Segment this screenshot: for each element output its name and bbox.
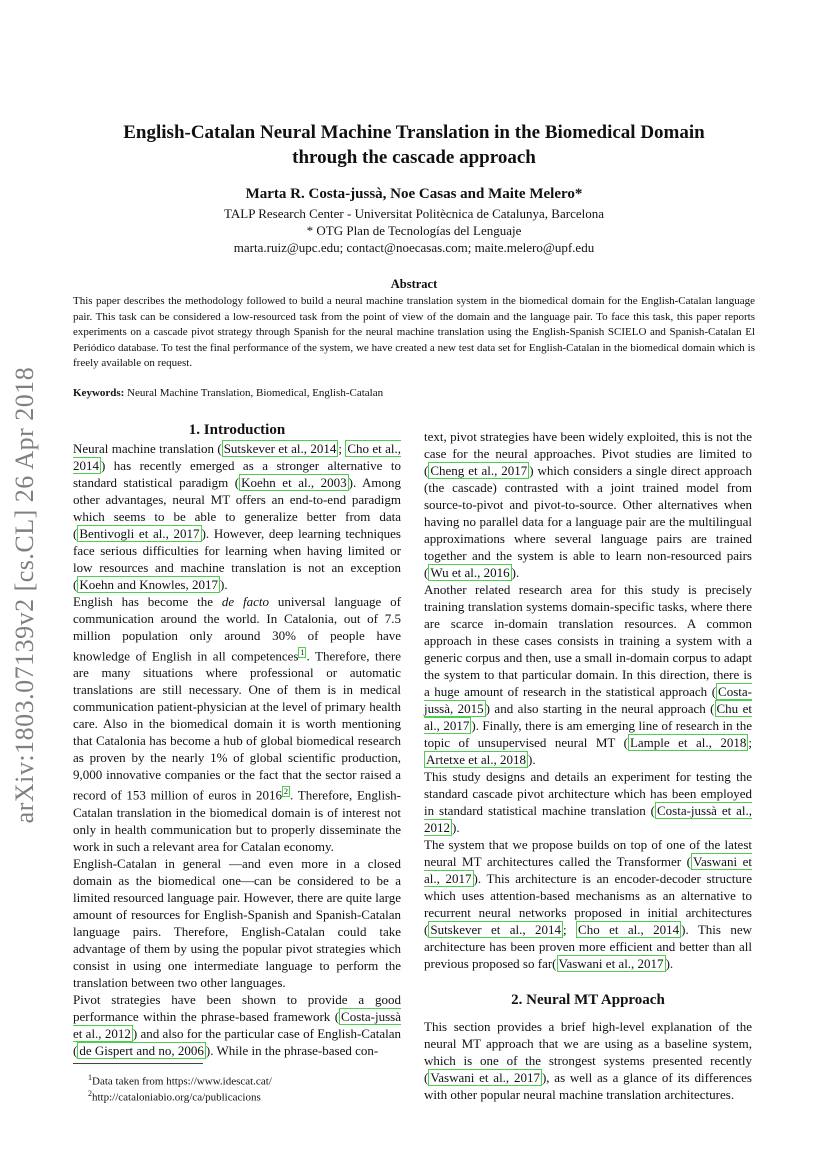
intro-paragraph-8: The system that we propose builds on top of one of the latest neural MT architectures called the Transformer ( Vaswani et al., 2017 ). This architecture is an encoder-decoder structure which uses attention-based mechanisms as an alternative to recurrent neural networks proposed in initial architectures ( Sutskever et al., 2014 ; Cho et al., 2014 ). This new architecture has been proven more efficient and better than all previous proposed so far( Vaswani et al., 2017 ). <box>424 837 752 971</box>
affiliation-2: * OTG Plan de Tecnologías del Lenguaje <box>306 223 522 238</box>
citation-link[interactable]: Cho et al., 2014 <box>73 441 401 473</box>
keywords-label: Keywords: <box>73 387 125 399</box>
footnote-2-text: http://cataloniabio.org/ca/publicacions <box>92 1091 261 1104</box>
intro-paragraph-5: text, pivot strategies have been widely exploited, this is not the case for the neural approaches. Pivot studies are limited to ( Cheng et al., 2017 ) which considers a single direct approach (the cascade) contrasted with a joint trained model from source-to-pivot and pivot-to-source. Other alternatives when having no parallel data for a language pair are the multilingual approximations where several language pairs are trained together and the system is able to learn non-resourced pairs ( Wu et al., 2016 ). <box>424 429 752 580</box>
citation-link[interactable]: Vaswani et al., 2017 <box>558 956 664 971</box>
right-column <box>424 428 752 1103</box>
citation-link[interactable]: Vaswani et al., 2017 <box>430 1070 540 1085</box>
intro-paragraph-3: English-Catalan in general —and even more in a closed domain as the biomedical one—can be considered to be a limited resourced language pair. However, there are quite large amount of resources for English-Spanish and Spanish-Catalan language pairs. Therefore, English-Catalan could take advantage of them by using the popular pivot strategies which consist in using one intermediate language to perform the translation between two other languages. <box>73 855 401 990</box>
citation-link[interactable]: Cho et al., 2014 <box>578 922 680 937</box>
section-2-heading: 2. Neural MT Approach <box>511 992 665 1008</box>
citation-link[interactable]: Costa-jussà et al., 2012 <box>73 1008 401 1041</box>
keywords <box>73 387 383 399</box>
intro-paragraph-7: This study designs and details an experiment for testing the standard cascade pivot architecture which has been employed in standard statistical machine translation ( Costa-jussà et al., 2012 ). <box>424 769 752 835</box>
citation-link[interactable]: Sutskever et al., 2014 <box>430 922 562 937</box>
footnote-rule <box>73 1063 203 1064</box>
abstract-body: This paper describes the methodology followed to build a neural machine translation system in the biomedical domain for the English-Catalan language pair. This task can be considered a low-resourced task from the point of view of the domain and the language pair. To face this task, this paper reports experiments on a cascade pivot strategy through Spanish for the neural machine translation using the English-Spanish SCIELO and Spanish-Catalan El Periódico database. To test the final performance of the system, we have created a new test data set for English-Catalan in the biomedical domain which is freely available on request. <box>73 295 755 370</box>
intro-paragraph-6: Another related research area for this study is precisely training translation systems domain-specific tasks, where there are scarce in-domain translation resources. A common approach in these cases consists in training a system with a generic corpus and then, use a small in-domain corpus to adapt the system to that particular domain. In this direction, there is a huge amount of research in the statistical approach ( Costa-jussà, 2015 ) and also starting in the neural approach ( Chu et al., 2017 ). Finally, there is am emerging line of research in the topic of unsupervised neural MT ( Lample et al., 2018 ; Artetxe et al., 2018 ). <box>424 582 753 767</box>
author-emails: marta.ruiz@upc.edu; contact@noecasas.com; maite.melero@upf.edu <box>233 240 595 255</box>
footnote-1-text: Data taken from https://www.idescat.cat/ <box>92 1075 272 1088</box>
keywords-text: Neural Machine Translation, Biomedical, English-Catalan <box>127 387 384 399</box>
citation-link[interactable]: de Gispert and no, 2006 <box>79 1042 204 1058</box>
citation-link[interactable]: Wu et al., 2016 <box>430 565 510 580</box>
citation-link[interactable]: Artetxe et al., 2018 <box>426 752 526 767</box>
intro-paragraph-1: Neural machine translation ( Sutskever et al., 2014 ; Cho et al., 2014 ) has recently emerged as a stronger alternative to standard statistical paradigm ( Koehn et al., 2003 ). Among other advantages, neural MT offers an end-to-end paradigm which seems to be able to generalize better from data ( Bentivogli et al., 2017 ). However, deep learning techniques face serious difficulties for learning when having limited or low resources and machine translation is not an exception ( Koehn and Knowles, 2017 ). <box>73 441 401 592</box>
authors: Marta R. Costa-jussà, Noe Casas and Maite Melero* <box>245 186 583 202</box>
left-column <box>73 420 401 1059</box>
section-1-heading: 1. Introduction <box>188 422 286 438</box>
citation-link[interactable]: Costa-jussà et al., 2012 <box>424 803 752 835</box>
citation-link[interactable]: Cheng et al., 2017 <box>430 463 528 478</box>
section-2-paragraph-1: This section provides a brief high-level explanation of the neural MT approach that we are using as a baseline system, which is one of the strongest systems presented recently ( Vaswani et al., 2017 ), as well as a glance of its differences with other popular neural machine translation architectures. <box>424 1019 752 1102</box>
intro-paragraph-2: English has become the de facto universal language of communication around the world. In Catalonia, out of 7.5 million population only around 30% of people have knowledge of English in all competences $^1$ . Therefore, there are many situations where professional or automatic translations are still necessary. One of them is in medical communication patient-physician at the level of primary health care. Also in the biomedical domain it is worth mentioning that Catalonia has become a hub of global biomedical research as proven by the nearly 1% of global scientific production, 9,000 innovative companies or the fact that the sector raised a record of 153 million of euros in 2016 $^2$ . Therefore, English-Catalan translation in the biomedical domain is of interest not only in health communication but to properly disseminate the work in such a relevant area for Catalan economy. <box>73 594 402 854</box>
citation-link[interactable]: Lample et al., 2018 <box>629 735 747 750</box>
abstract-heading: Abstract <box>390 277 438 291</box>
citation-link[interactable]: Bentivogli et al., 2017 <box>79 526 200 541</box>
citation-link[interactable]: Chu et al., 2017 <box>424 701 752 733</box>
footnote-1: $^1$Data taken from https://www.idescat.cat/ <box>88 1073 272 1088</box>
affiliation-1: TALP Research Center - Universitat Politècnica de Catalunya, Barcelona <box>223 206 605 221</box>
citation-link[interactable]: Koehn and Knowles, 2017 <box>79 577 218 592</box>
footnote-2: $^2$http://cataloniabio.org/ca/publicacions <box>88 1089 261 1104</box>
citation-link[interactable]: Vaswani et al., 2017 <box>424 854 752 886</box>
citation-link[interactable]: Koehn et al., 2003 <box>241 475 347 490</box>
paper-title <box>70 120 758 170</box>
arxiv-stamp: arXiv:1803.07139v2 [cs.CL] 26 Apr 2018 <box>10 366 39 824</box>
intro-paragraph-4: Pivot strategies have been shown to provide a good performance within the phrase-based framework ( Costa-jussà et al., 2012 ) and also for the particular case of English-Catalan ( de Gispert and no, 2006 ). While in the phrase-based con- <box>73 991 401 1058</box>
citation-link[interactable]: Costa-jussà, 2015 <box>424 684 752 716</box>
citation-link[interactable]: Sutskever et al., 2014 <box>223 441 337 456</box>
title-line-1: English-Catalan Neural Machine Translation in the Biomedical Domain <box>123 122 705 143</box>
title-line-2: through the cascade approach <box>292 147 536 168</box>
